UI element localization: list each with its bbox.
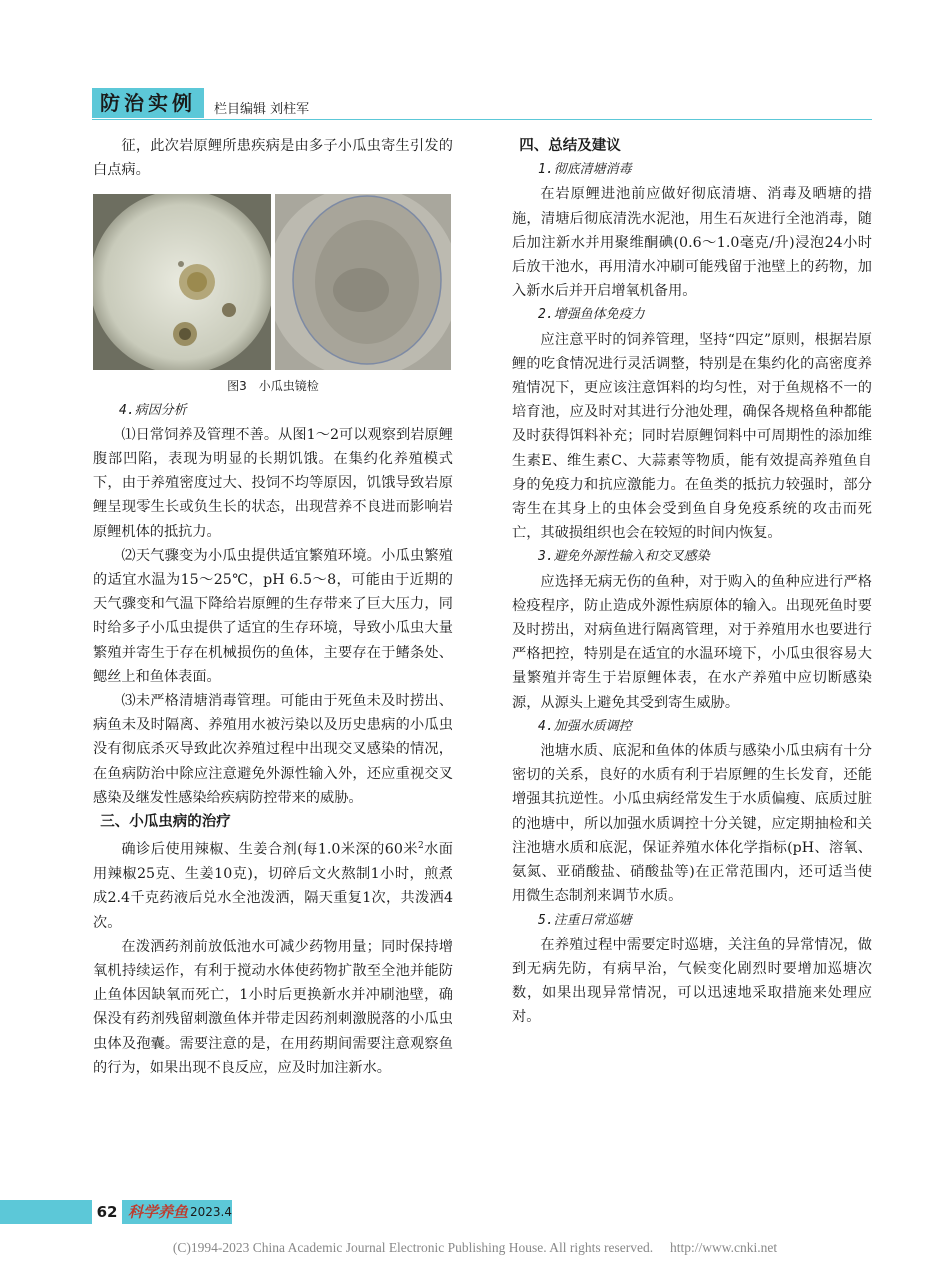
summary-heading: 四、总结及建议 — [519, 138, 621, 154]
treatment-heading: 三、小瓜虫病的治疗 — [100, 814, 231, 831]
microscope-image-1 — [93, 194, 271, 370]
microscope-image-2 — [275, 194, 451, 370]
column-editor: 栏目编辑 刘柱军 — [214, 102, 310, 117]
suggestion-4-body: 池塘水质、底泥和鱼体的体质与感染小瓜虫病有十分密切的关系，良好的水质有利于岩原鲤的生长发育，还能增强其抗逆性。小瓜虫病经常发生于水质偏瘦、底质过脏的池塘中，所以加强水质调控十分关键，应定期抽检和关注池塘水质和底泥，保证养殖水体化学指标(pH、溶氧、氨氮、亚硝酸盐、硝酸盐等)在正常范围内，还可适当使用微生态制剂来调节水质。 — [512, 743, 872, 905]
suggestion-2-heading: 2.增强鱼体免疫力 — [538, 307, 645, 323]
suggestion-2-body: 应注意平时的饲养管理，坚持“四定”原则，根据岩原鲤的吃食情况进行灵活调整，特别是在集约化的高密度养殖情况下，更应该注意饵料的均匀性，对于鱼规格不一的培育池，应及时对其进行分池处理，确保各规格鱼种都能及时获得饵料补充；同时岩原鲤饲料中可周期性的添加维生素E、维生素C、大蒜素等物质，能有效提高养殖鱼自身的免疫力和抗应激能力。在鱼类的抵抗力较强时，部分寄生在其身上的虫体会受到鱼自身免疫系统的攻击而死亡，其破损组织也会在较短的时间内恢复。 — [512, 331, 872, 542]
suggestion-3-heading: 3.避免外源性输入和交叉感染 — [538, 549, 710, 565]
figure-caption: 图3 小瓜虫镜检 — [227, 379, 319, 394]
suggestion-4-heading: 4.加强水质调控 — [538, 718, 632, 734]
treatment-paragraph-2: 在泼洒药剂前放低池水可减少药物用量；同时保持增氧机持续运作，有利于搅动水体使药物扩散至全池并能防止鱼体因缺氧而死亡，1小时后更换新水并冲刷池壁，确保没有药剂残留刺激鱼体并带走因药剂刺激脱落的小瓜虫虫体及孢囊。需要注意的是，在用药期间需要注意观察鱼的行为，如果出现不良反应，应及时加注新水。 — [93, 938, 453, 1076]
cause-paragraph-3: ⑶未严格清塘消毒管理。可能由于死鱼未及时捞出、病鱼未及时隔离、养殖用水被污染以及历史患病的小瓜虫没有彻底杀灭导致此次养殖过程中出现交叉感染的情况，在鱼病防治中除应注意避免外源性输入外，还应重视交叉感染及继发性感染给疾病防控带来的威胁。 — [93, 693, 453, 806]
column-tag: 防治实例 — [92, 88, 204, 118]
page-number: 62 — [92, 1200, 122, 1224]
treatment-paragraph-1 — [93, 834, 453, 935]
intro-paragraph: 征，此次岩原鲤所患疾病是由多子小瓜虫寄生引发的白点病。 — [93, 138, 453, 179]
journal-issue: 2023.4 — [190, 1205, 232, 1219]
suggestion-5-body: 在养殖过程中需要定时巡塘，关注鱼的异常情况，做到无病先防，有病早治，气候变化剧烈时要增加巡塘次数，如果出现异常情况，可以迅速地采取措施来处理应对。 — [512, 936, 872, 1026]
suggestion-1-body: 在岩原鲤进池前应做好彻底清塘、消毒及晒塘的措施，清塘后彻底清洗水泥池，用生石灰进行全池消毒，随后加注新水并用聚维酮碘(0.6～1.0毫克/升)浸泡24小时后放干池水，再用清水冲刷可能残留于池壁上的药物，加入新水后并开启增氧机备用。 — [512, 186, 872, 300]
suggestion-5-heading: 5.注重日常巡塘 — [538, 912, 632, 928]
microscopy-figure — [93, 194, 451, 370]
treatment-superscript: 2 — [417, 841, 424, 852]
header-rule — [92, 119, 872, 120]
cause-heading: 4.病因分析 — [119, 402, 187, 418]
cause-paragraph-2: ⑵天气骤变为小瓜虫提供适宜繁殖环境。小瓜虫繁殖的适宜水温为15～25℃，pH 6.5～8，可能由于近期的天气骤变和气温下降给岩原鲤的生存带来了巨大压力，同时给多子小瓜虫提供了适宜的生存环境，导致小瓜虫大量繁殖并寄生于存在机械损伤的鱼体，主要存在于鳍条处、鳃丝上和鱼体表面。 — [93, 547, 453, 685]
suggestion-3-body: 应选择无病无伤的鱼种，对于购入的鱼种应进行严格检疫程序，防止造成外源性病原体的输入。出现死鱼时要及时捞出，对病鱼进行隔离管理，对于养殖用水也要进行严格把控，特别是在适宜的水温环境下，小瓜虫很容易大量繁殖并寄生于岩原鲤体表，在水产养殖中应切断感染源，从源头上避免其受到寄生威胁。 — [512, 573, 872, 711]
treatment-text-b: 水面用辣椒25克、生姜10克)，切碎后文火熬制1小时，煎煮成2.4千克药液后兑水全池泼洒，隔天重复1次，共泼洒4次。 — [93, 842, 453, 931]
cause-paragraph-1: ⑴日常饲养及管理不善。从图1～2可以观察到岩原鲤腹部凹陷，表现为明显的长期饥饿。在集约化养殖模式下，由于养殖密度过大、投饲不均等原因，饥饿导致岩原鲤呈现零生长或负生长的状态，出现营养不良进而影响岩原鲤机体的抵抗力。 — [93, 426, 453, 540]
journal-logo: 科学养鱼 — [128, 1203, 189, 1221]
column-header — [92, 88, 872, 122]
left-column — [93, 134, 453, 1080]
right-column — [512, 134, 872, 1030]
copyright-line: (C)1994-2023 China Academic Journal Electronic Publishing House. All rights reserved. http://www.cnki.net — [172, 1240, 778, 1255]
suggestion-1-heading: 1.彻底清塘消毒 — [538, 162, 632, 178]
treatment-text-a: 确诊后使用辣椒、生姜合剂(每1.0米深的60米 — [121, 842, 418, 858]
